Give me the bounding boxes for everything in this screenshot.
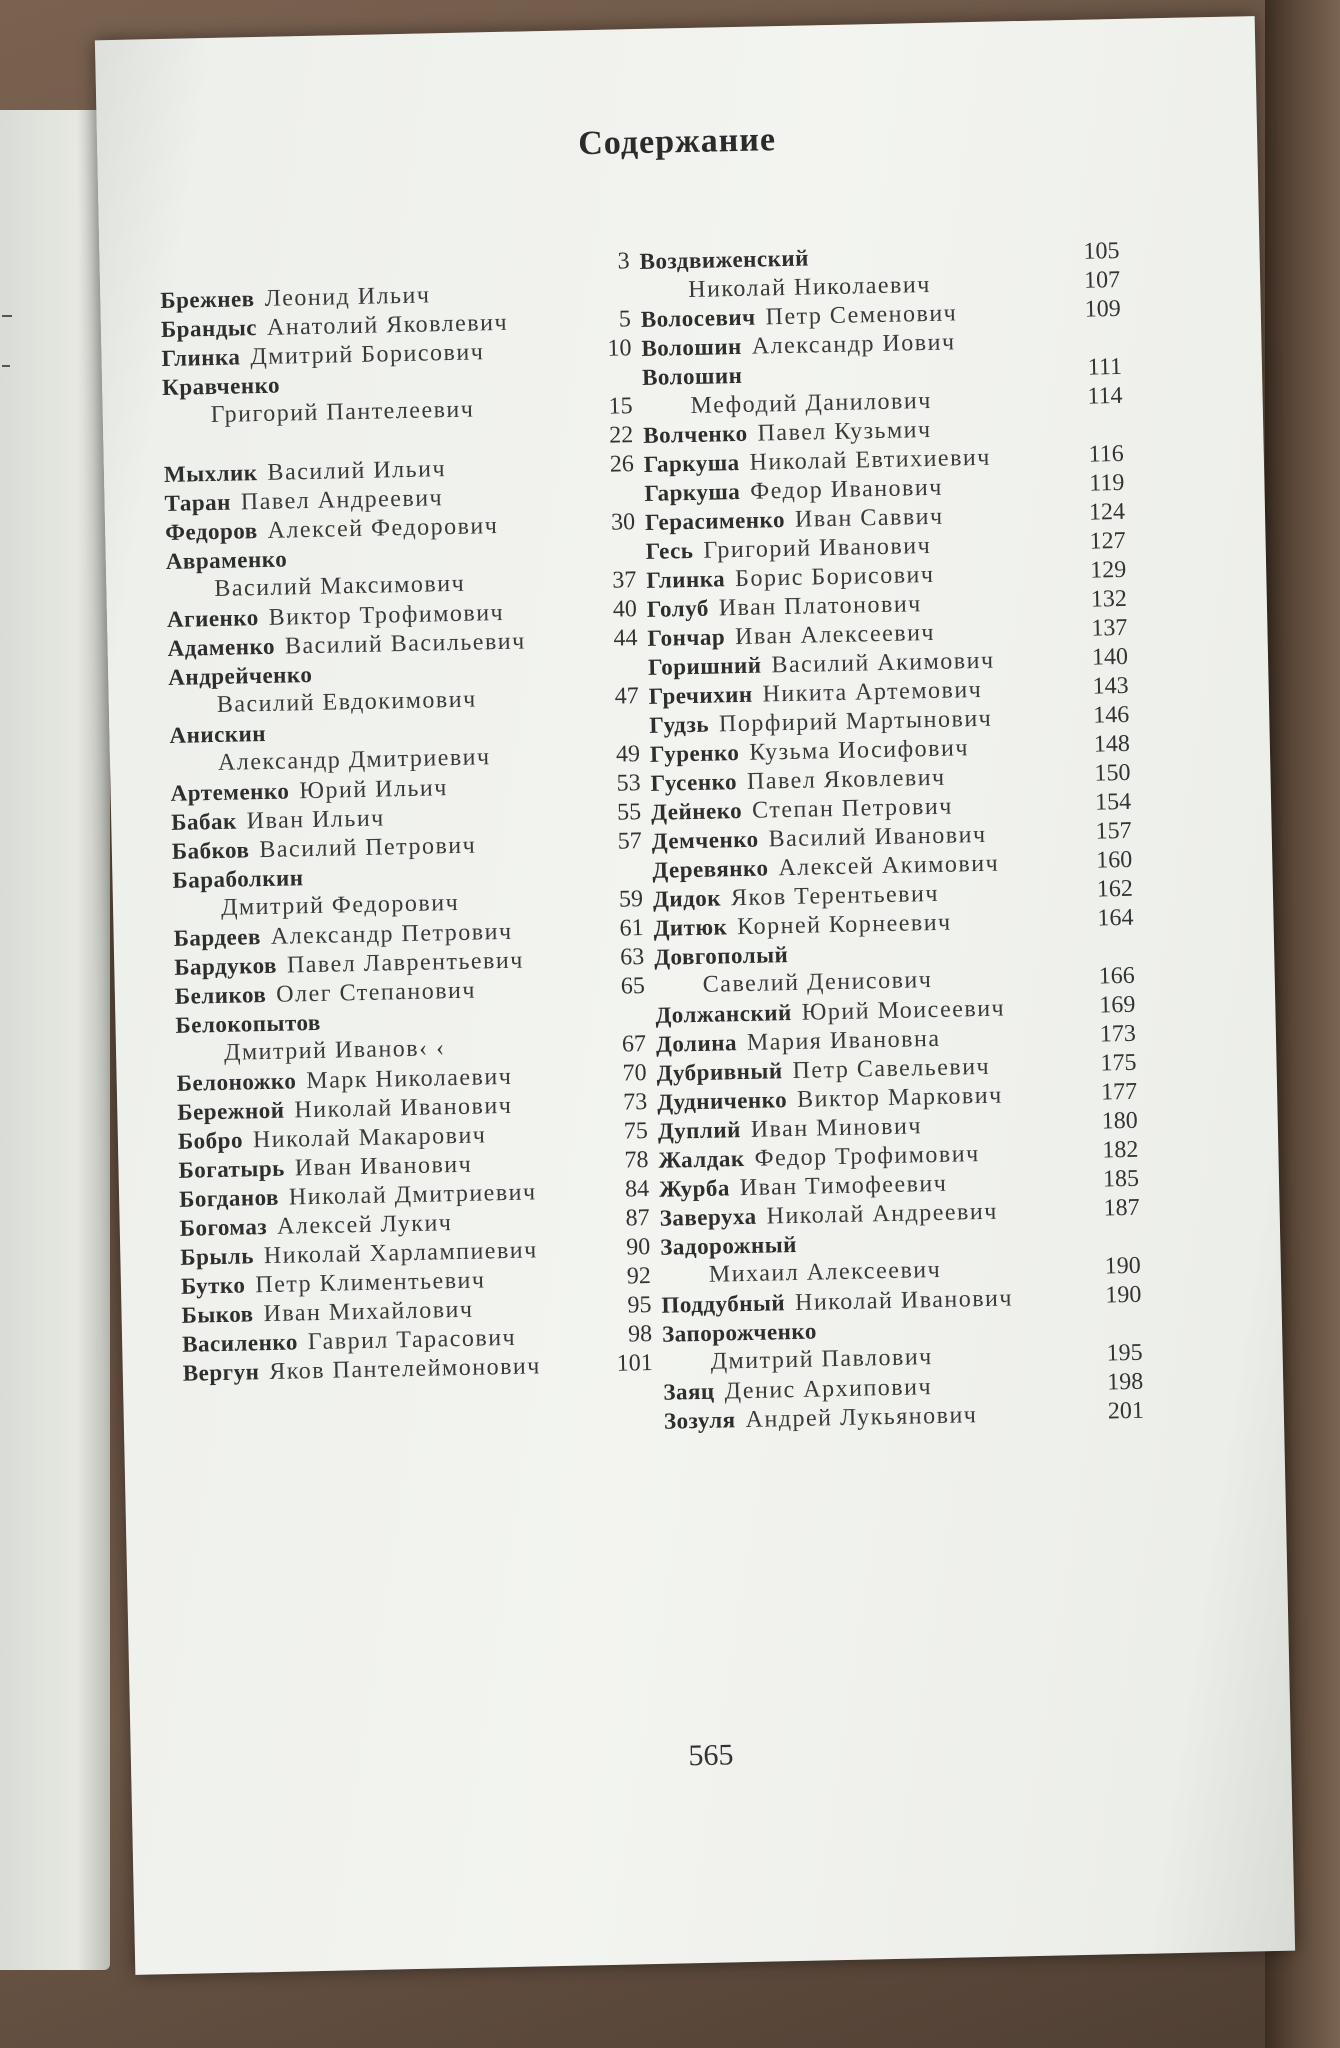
entry-page-number: 166 [1098,962,1135,990]
entry-surname: Долина [655,1030,738,1057]
toc-entry [175,1001,646,1069]
entry-surname: Анискин [169,720,267,748]
entry-given-names: Никита Артемович [762,676,983,708]
entry-page-number: 15 [608,393,633,420]
entry-surname: Быков [181,1301,254,1328]
entry-surname: Брыль [180,1243,255,1270]
entry-page-number: 148 [1093,730,1131,758]
entry-surname: Дидок [652,885,722,912]
entry-surname: Должанский [655,999,792,1028]
entry-surname: Дубривный [656,1058,783,1086]
entry-given-names: Виктор Трофимович [268,599,505,631]
entry-surname: Дитюк [653,914,728,941]
entry-given-names [211,432,212,458]
entry-page-number: 84 [624,1176,650,1203]
entry-page-number: 59 [618,886,644,913]
entry-surname: Богатырь [178,1155,286,1183]
entry-surname: Богданов [178,1184,280,1212]
toc-entry [662,1310,1143,1378]
entry-given-names: Гаврил Тарасович [307,1324,517,1356]
entry-surname: Федоров [164,518,258,545]
toc-entry [172,856,643,924]
entry-given-names: Борис Борисович [734,561,935,593]
entry-page-number: 44 [613,625,638,652]
entry-given-names: Марк Николаевич [306,1063,513,1095]
entry-page-number: 55 [616,799,642,826]
entry-surname: Довгополый [653,942,789,970]
entry-given-names: Петр Климентьевич [255,1267,486,1299]
entry-given-names: Петр Савельевич [792,1053,991,1084]
toc-right-column [639,237,1144,1436]
entry-given-names: Иван Тимофеевич [739,1170,948,1202]
entry-page-number: 49 [615,741,641,768]
entry-page-number: 195 [1106,1339,1143,1367]
entry-page-number: 190 [1104,1252,1142,1280]
entry-surname: Зозуля [663,1407,736,1434]
entry-surname: Жалдак [658,1145,745,1173]
entry-page-number: 129 [1089,556,1127,584]
entry-given-names: Юрий Ильич [299,775,449,805]
entry-surname: Бережной [177,1097,285,1125]
entry-given-names: Василий Ильич [267,456,447,486]
toc-entry [168,653,639,721]
entry-surname: Поддубный [661,1290,786,1318]
entry-page-number: 78 [624,1147,649,1174]
entry-surname: Брандыс [160,315,258,343]
entry-given-names: Николай Николаевич [687,271,932,303]
entry-page-number: 75 [623,1118,649,1145]
entry-page-number: 73 [622,1089,648,1116]
entry-surname: Бутко [180,1272,246,1299]
entry-page-number: 127 [1089,527,1126,555]
entry-page-number: 67 [621,1031,647,1058]
entry-given-names: Николай Макарович [252,1122,487,1154]
entry-surname: Бардуков [174,952,278,980]
entry-page-number: 175 [1100,1049,1137,1077]
entry-surname: Дудниченко [656,1087,788,1115]
entry-surname: Бараболкин [172,865,304,893]
entry-page-number: 70 [622,1060,647,1087]
entry-page-number: 37 [612,567,637,594]
entry-given-names: Николай Андреевич [766,1198,999,1230]
entry-surname [642,394,643,419]
entry-page-number: 63 [619,944,645,971]
page-number: 565 [688,1738,734,1773]
book-page [95,16,1295,1975]
entry-page-number: 95 [627,1291,652,1319]
entry-page-number: 26 [609,451,635,478]
entry-surname: Гречихин [648,681,753,709]
entry-surname: Гаркуша [643,449,740,477]
entry-given-names: Алексей Федорович [267,513,499,544]
entry-given-names: Николай Харлампиевич [263,1237,538,1270]
entry-given-names: Василий Евдокимович [216,686,477,718]
entry-surname: Демченко [651,826,759,854]
entry-given-names: Василий Акимович [771,647,995,679]
toc-entry [654,933,1135,1001]
entry-given-names: Мария Ивановна [746,1025,941,1056]
text-fragment-mark [2,365,10,367]
entry-given-names: Иван Платонович [718,591,923,622]
entry-surname: Агиенко [166,605,259,632]
entry-page-number: 124 [1088,498,1126,526]
entry-surname [159,259,160,284]
entry-given-names: Денис Архипович [724,1374,933,1405]
entry-surname: Артеменко [170,778,290,806]
entry-surname: Гаркуша [644,478,741,506]
entry-given-names: Порфирий Мартынович [718,705,993,738]
entry-page-number: 22 [608,422,634,449]
entry-surname: Гудзь [649,711,710,738]
entry-surname: Бардеев [173,924,262,951]
entry-given-names: Василий Иванович [768,821,987,853]
entry-surname [640,278,641,303]
entry-page-number: 119 [1088,469,1125,497]
entry-given-names: Василий Васильевич [284,628,526,660]
entry-surname: Авраменко [165,546,288,574]
entry-given-names: Федор Трофимович [754,1141,980,1172]
left-page-edge [0,110,110,1970]
entry-given-names: Павел Лаврентьевич [286,947,525,979]
entry-page-number: 140 [1091,643,1129,671]
entry-page-number: 137 [1091,614,1128,642]
entry-surname: Горишний [647,652,762,680]
entry-surname: Запорожченко [661,1318,818,1347]
entry-page-number: 143 [1092,672,1129,700]
entry-page-number: 10 [607,335,632,362]
entry-page-number: 40 [612,596,638,623]
entry-surname: Журба [658,1175,731,1202]
entry-page-number: 132 [1090,585,1128,613]
entry-page-number: 190 [1105,1281,1142,1309]
entry-given-names: Василий Петрович [259,832,477,864]
entry-surname: Волошин [641,362,743,390]
entry-given-names: Иван Иванович [294,1151,473,1182]
entry-given-names: Кузьма Иосифович [749,735,970,766]
entry-page-number: 57 [617,828,643,855]
entry-page-number: 101 [616,1349,653,1377]
entry-page-number: 111 [1087,353,1123,381]
entry-surname: Бобро [177,1127,244,1154]
entry-page-number: 107 [1083,266,1121,294]
entry-page-number: 173 [1099,1020,1137,1048]
entry-page-number: 146 [1092,701,1130,729]
entry-page-number: 154 [1094,788,1132,816]
entry-surname: Заверуха [659,1203,757,1231]
toc-left-column [159,247,653,1388]
entry-page-number: 61 [619,915,644,942]
entry-given-names [752,363,753,389]
entry-given-names: Николай Иванович [794,1285,1014,1316]
text-fragment-mark [2,315,12,317]
entry-surname: Андрейченко [167,661,313,690]
entry-surname: Дуплий [657,1117,742,1144]
entry-page-number: 198 [1106,1368,1144,1396]
entry-page-number: 177 [1100,1078,1138,1106]
entry-given-names: Анатолий Яковлевич [266,309,509,341]
entry-surname: Адаменко [167,633,276,661]
entry-given-names: Мефодий Данилович [690,387,933,419]
entry-given-names: Дмитрий Иванов‹ ‹ [223,1035,446,1066]
entry-surname: Мыхлик [163,460,258,488]
entry-surname: Дейнеко [650,797,743,825]
entry-given-names [207,258,208,284]
entry-given-names: Иван Алексеевич [734,619,936,651]
entry-given-names: Василий Максимович [214,570,466,602]
entry-page-number: 30 [610,509,636,536]
entry-page-number: 157 [1095,817,1132,845]
entry-given-names: Павел Андреевич [240,485,444,516]
entry-page-number: 164 [1097,904,1134,932]
entry-surname: Глинка [161,344,241,372]
entry-page-number: 180 [1101,1107,1138,1135]
entry-given-names: Иван Михайлович [263,1296,474,1328]
entry-surname: Василенко [181,1329,299,1357]
entry-given-names: Алексей Акимович [778,850,1000,882]
entry-given-names: Николай Дмитриевич [288,1179,537,1211]
entry-page-number: 98 [627,1320,653,1348]
entry-page-number: 92 [626,1262,652,1290]
entry-page-number: 187 [1103,1194,1140,1222]
entry-given-names: Николай Евтихиевич [749,444,992,476]
entry-surname: Гончар [647,624,726,651]
entry-given-names: Григорий Пантелеевич [210,396,475,429]
entry-given-names: Александр Петрович [270,918,513,950]
entry-surname: Голуб [646,595,710,622]
entry-page-number: 105 [1083,237,1120,265]
entry-given-names [819,245,820,271]
entry-surname: Белоножко [176,1068,297,1096]
entry-surname: Белокопытов [175,1009,322,1038]
entry-page-number: 109 [1084,295,1121,323]
entry-page-number: 3 [617,248,630,275]
entry-page-number: 65 [620,973,646,1000]
entry-page-number: 169 [1099,991,1136,1019]
entry-surname: Деревянко [652,855,769,883]
entry-given-names: Дмитрий Федорович [220,889,460,921]
entry-surname: Воздвиженский [639,245,810,274]
entry-surname: Волченко [642,420,748,448]
entry-surname: Гесь [645,537,694,564]
entry-given-names: Александр Дмитриевич [217,744,491,776]
entry-page-number: 185 [1102,1165,1140,1193]
entry-given-names: Павел Яковлевич [746,764,946,795]
entry-given-names: Михаил Алексеевич [708,1256,942,1288]
entry-surname: Богомаз [179,1214,268,1241]
entry-surname: Кравченко [161,372,281,401]
entry-surname: Гусенко [650,769,738,796]
entry-surname: Беликов [174,981,267,1009]
entry-given-names: Яков Пантелеймонович [269,1353,542,1385]
entry-surname: Волосевич [640,304,756,332]
entry-given-names: Федор Иванович [749,474,944,505]
entry-surname: Задорожный [660,1231,798,1260]
entry-page-number: 116 [1088,440,1125,468]
entry-given-names: Петр Семенович [765,300,958,331]
entry-surname: Бабак [170,808,237,835]
entry-given-names: Леонид Ильич [264,282,431,312]
entry-given-names: Иван Минович [750,1113,923,1143]
entry-given-names: Иван Ильич [246,805,385,835]
entry-page-number: 162 [1096,875,1134,903]
entry-surname: Брежнев [160,286,255,314]
entry-given-names: Дмитрий Борисович [250,339,485,371]
entry-page-number: 53 [616,770,641,797]
entry-surname: Глинка [646,566,726,593]
entry-given-names: Андрей Лукьянович [745,1402,978,1434]
entry-given-names: Степан Петрович [751,793,954,824]
entry-page-number: 47 [614,683,639,710]
entry-given-names: Николай Иванович [294,1092,513,1124]
entry-surname: Герасименко [644,507,786,535]
entry-given-names: Юрий Моисеевич [801,995,1006,1026]
toc-entry [169,711,640,779]
entry-page-number: 160 [1095,846,1133,874]
entry-given-names: Олег Степанович [275,977,477,1008]
toc-entry [660,1223,1141,1291]
entry-given-names: Виктор Маркович [796,1082,1003,1113]
entry-given-names: Дмитрий Павлович [710,1344,933,1375]
entry-page-number: 150 [1094,759,1131,787]
entry-given-names: Савелий Денисович [702,967,933,998]
entry-given-names: Иван Саввич [794,503,944,533]
entry-given-names: Яков Терентьевич [730,880,940,912]
entry-given-names: Алексей Лукич [276,1210,453,1240]
entry-surname: Вергун [182,1359,260,1386]
entry-surname [163,433,164,458]
entry-page-number: 114 [1087,382,1123,410]
entry-surname: Гуренко [649,740,740,767]
page-title: Содержание [577,121,777,163]
toc-entry [165,537,636,605]
entry-page-number: 87 [625,1205,650,1232]
entry-page-number: 182 [1102,1136,1139,1164]
entry-page-number: 5 [618,306,632,333]
toc-entry [162,363,633,431]
entry-surname: Бабков [171,837,250,864]
entry-page-number: 201 [1107,1397,1145,1425]
entry-page-number: 90 [625,1233,651,1261]
entry-given-names: Корней Корнеевич [737,909,952,941]
entry-surname: Заяц [663,1378,715,1405]
entry-given-names: Григорий Иванович [703,532,932,564]
entry-surname: Волошин [641,333,743,361]
entry-given-names: Павел Кузьмич [757,416,932,447]
entry-surname: Таран [164,489,232,516]
entry-given-names: Александр Иович [751,329,956,360]
